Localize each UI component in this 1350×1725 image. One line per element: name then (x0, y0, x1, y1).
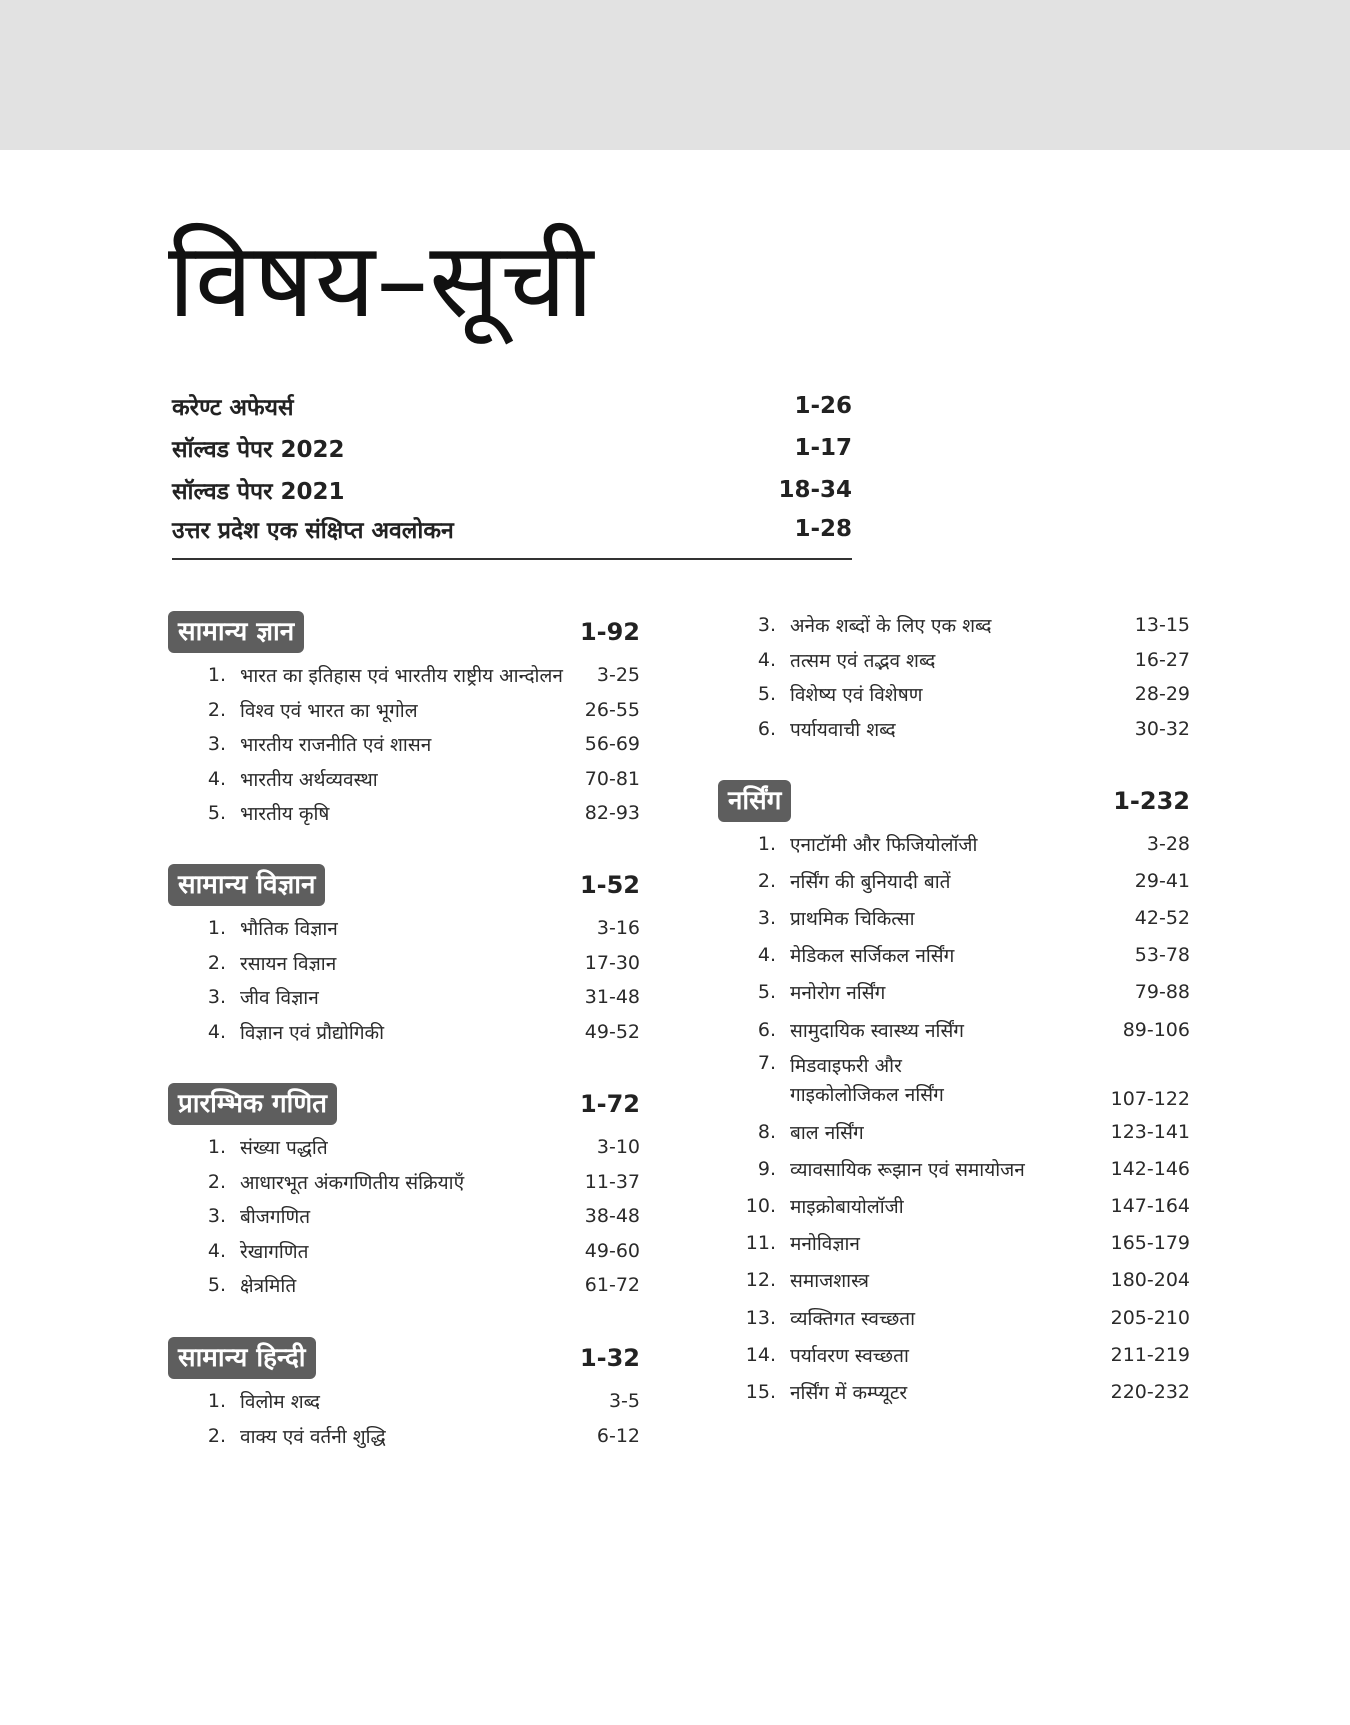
item-label: पर्यायवाची शब्द (790, 718, 896, 741)
item-number: 5. (757, 683, 776, 706)
item-pages: 26-55 (584, 698, 640, 721)
toc-item[interactable] (718, 1011, 1190, 1048)
item-pages: 3-10 (596, 1136, 640, 1159)
item-label: मनोविज्ञान (790, 1233, 860, 1256)
item-label: मनोरोग नर्सिंग (790, 982, 886, 1005)
section-general-knowledge (168, 611, 640, 831)
toc-item[interactable] (718, 1373, 1190, 1410)
item-label: पर्यावरण स्वच्छता (790, 1344, 909, 1367)
item-pages: 3-5 (608, 1390, 640, 1413)
item-label: रेखागणित (240, 1240, 309, 1263)
item-label: मेडिकल सर्जिकल नर्सिंग (790, 945, 955, 968)
summary-pages: 1-17 (794, 435, 852, 461)
section-general-science (168, 864, 640, 1049)
summary-row[interactable] (172, 469, 852, 511)
section-range: 1-72 (579, 1090, 640, 1118)
item-pages: 56-69 (584, 733, 640, 756)
item-pages: 61-72 (584, 1274, 640, 1297)
item-pages: 142-146 (1110, 1157, 1190, 1180)
item-number: 5. (207, 802, 226, 825)
toc-item[interactable] (168, 727, 640, 762)
item-number: 15. (745, 1381, 776, 1404)
section-header (168, 1337, 640, 1379)
item-label-line: गाइकोलोजिकल नर्सिंग (790, 1084, 944, 1107)
toc-item[interactable] (168, 1165, 640, 1200)
toc-item[interactable] (168, 911, 640, 946)
item-label: वाक्य एवं वर्तनी शुद्धि (240, 1425, 386, 1448)
item-number: 6. (757, 717, 776, 740)
toc-item[interactable] (718, 643, 1190, 678)
toc-item[interactable] (168, 1384, 640, 1419)
section-badge: नर्सिंग (718, 780, 791, 822)
toc-item[interactable] (168, 1199, 640, 1234)
item-number: 5. (207, 1274, 226, 1297)
item-pages: 165-179 (1110, 1232, 1190, 1255)
item-number: 4. (207, 767, 226, 790)
item-number: 9. (757, 1157, 776, 1180)
toc-item[interactable] (718, 899, 1190, 936)
item-label: विश्व एवं भारत का भूगोल (240, 699, 418, 722)
item-pages: 205-210 (1110, 1306, 1190, 1329)
item-label: भारत का इतिहास एवं भारतीय राष्ट्रीय आन्दोलन (240, 665, 563, 688)
item-label: विज्ञान एवं प्रौद्योगिकी (240, 1021, 385, 1044)
item-pages: 11-37 (584, 1170, 640, 1193)
toc-item[interactable] (168, 1015, 640, 1050)
item-label: भारतीय अर्थव्यवस्था (240, 768, 378, 791)
section-general-hindi (168, 1337, 640, 1453)
item-label: समाजशास्त्र (790, 1270, 869, 1293)
item-number: 11. (745, 1232, 776, 1255)
item-pages: 6-12 (596, 1424, 640, 1447)
toc-item[interactable] (718, 1188, 1190, 1225)
toc-item[interactable] (168, 796, 640, 831)
page-title: विषय–सूची (168, 219, 595, 341)
toc-item[interactable] (168, 1130, 640, 1165)
section-badge: प्रारम्भिक गणित (168, 1083, 337, 1125)
item-label: आधारभूत अंकगणितीय संक्रियाएँ (240, 1171, 465, 1194)
item-number: 3. (207, 986, 226, 1009)
toc-item[interactable] (718, 937, 1190, 974)
summary-label: करेण्ट अफेयर्स (172, 395, 294, 421)
summary-row[interactable] (172, 427, 852, 469)
item-label: विलोम शब्द (240, 1391, 321, 1414)
item-pages: 16-27 (1134, 648, 1190, 671)
toc-item[interactable] (718, 1336, 1190, 1373)
toc-item[interactable] (718, 825, 1190, 862)
item-number: 3. (757, 614, 776, 637)
toc-item[interactable] (718, 677, 1190, 712)
summary-row[interactable] (172, 385, 852, 427)
summary-pages: 1-26 (794, 393, 852, 419)
item-number: 4. (757, 648, 776, 671)
item-pages: 220-232 (1110, 1381, 1190, 1404)
item-label: तत्सम एवं तद्भव शब्द (790, 649, 936, 672)
item-pages: 29-41 (1134, 869, 1190, 892)
item-number: 2. (207, 951, 226, 974)
summary-label: सॉल्वड पेपर 2022 (172, 437, 345, 463)
item-label: भारतीय कृषि (240, 803, 330, 826)
summary-divider (172, 558, 852, 560)
toc-item[interactable] (168, 1268, 640, 1303)
item-pages: 30-32 (1134, 717, 1190, 740)
item-number: 1. (207, 1136, 226, 1159)
toc-item[interactable] (718, 1048, 1190, 1113)
toc-item[interactable] (718, 1299, 1190, 1336)
toc-item[interactable] (718, 1150, 1190, 1187)
item-pages: 147-164 (1110, 1195, 1190, 1218)
toc-item[interactable] (168, 980, 640, 1015)
item-label-line: मिडवाइफरी और (790, 1055, 902, 1078)
item-pages: 13-15 (1134, 614, 1190, 637)
toc-item[interactable] (718, 608, 1190, 643)
item-number: 1. (207, 917, 226, 940)
item-number: 10. (745, 1195, 776, 1218)
item-number: 4. (757, 944, 776, 967)
item-pages: 123-141 (1110, 1120, 1190, 1143)
item-pages: 70-81 (584, 767, 640, 790)
item-label: अनेक शब्दों के लिए एक शब्द (790, 615, 992, 638)
item-label: क्षेत्रमिति (240, 1275, 297, 1298)
item-pages: 53-78 (1134, 944, 1190, 967)
summary-pages: 18-34 (778, 477, 852, 503)
section-general-hindi-continued (718, 608, 1190, 746)
section-range: 1-32 (579, 1344, 640, 1372)
section-header (168, 864, 640, 906)
item-number: 5. (757, 981, 776, 1004)
item-pages: 49-52 (584, 1020, 640, 1043)
item-number: 2. (207, 1170, 226, 1193)
item-number: 2. (757, 869, 776, 892)
item-label: नर्सिंग में कम्प्यूटर (790, 1382, 908, 1405)
toc-item[interactable] (168, 762, 640, 797)
item-pages: 3-28 (1146, 832, 1190, 855)
summary-pages: 1-28 (794, 516, 852, 542)
item-label: विशेष्य एवं विशेषण (790, 684, 923, 707)
summary-list (172, 385, 852, 547)
toc-item[interactable] (718, 712, 1190, 747)
section-elementary-math (168, 1083, 640, 1303)
item-label: बाल नर्सिंग (790, 1121, 864, 1144)
item-pages: 107-122 (1110, 1088, 1190, 1111)
item-pages: 211-219 (1110, 1343, 1190, 1366)
item-number: 12. (745, 1269, 776, 1292)
section-nursing (718, 780, 1190, 1411)
summary-label: सॉल्वड पेपर 2021 (172, 479, 345, 505)
item-label: संख्या पद्धति (240, 1137, 328, 1160)
item-label: सामुदायिक स्वास्थ्य नर्सिंग (790, 1019, 964, 1042)
section-header (168, 1083, 640, 1125)
item-number: 1. (757, 832, 776, 855)
item-number: 6. (757, 1018, 776, 1041)
item-pages: 89-106 (1122, 1018, 1190, 1041)
item-number: 4. (207, 1020, 226, 1043)
item-number: 3. (207, 1205, 226, 1228)
item-label: जीव विज्ञान (240, 987, 319, 1010)
item-pages: 38-48 (584, 1205, 640, 1228)
section-badge: सामान्य विज्ञान (168, 864, 325, 906)
item-pages: 42-52 (1134, 906, 1190, 929)
item-pages: 31-48 (584, 986, 640, 1009)
section-range: 1-92 (579, 618, 640, 646)
item-number: 14. (745, 1343, 776, 1366)
section-badge: सामान्य हिन्दी (168, 1337, 316, 1379)
item-pages: 49-60 (584, 1239, 640, 1262)
item-label: माइक्रोबायोलॉजी (790, 1196, 904, 1219)
item-label: नर्सिंग की बुनियादी बातें (790, 870, 951, 893)
toc-item[interactable] (718, 1225, 1190, 1262)
item-label (790, 1052, 1111, 1110)
toc-item[interactable] (168, 1234, 640, 1269)
item-number: 8. (757, 1120, 776, 1143)
section-badge: सामान्य ज्ञान (168, 611, 304, 653)
toc-item[interactable] (168, 658, 640, 693)
item-number: 1. (207, 664, 226, 687)
toc-item[interactable] (718, 862, 1190, 899)
item-pages: 79-88 (1134, 981, 1190, 1004)
item-label: बीजगणित (240, 1206, 311, 1229)
item-number: 2. (207, 1424, 226, 1447)
item-pages: 28-29 (1134, 683, 1190, 706)
toc-item[interactable] (718, 1262, 1190, 1299)
item-pages: 3-16 (596, 917, 640, 940)
toc-item[interactable] (718, 1113, 1190, 1150)
item-pages: 17-30 (584, 951, 640, 974)
toc-item[interactable] (168, 946, 640, 981)
section-header (718, 780, 1190, 822)
item-pages: 82-93 (584, 802, 640, 825)
item-label: व्यक्तिगत स्वच्छता (790, 1307, 916, 1330)
summary-label: उत्तर प्रदेश एक संक्षिप्त अवलोकन (172, 518, 454, 544)
item-number: 1. (207, 1390, 226, 1413)
item-label: भौतिक विज्ञान (240, 918, 338, 941)
item-label: व्यावसायिक रूझान एवं समायोजन (790, 1158, 1025, 1181)
top-gray-band (0, 0, 1350, 150)
item-pages: 3-25 (596, 664, 640, 687)
toc-item[interactable] (168, 1419, 640, 1454)
item-number: 2. (207, 698, 226, 721)
item-number: 3. (757, 906, 776, 929)
section-range: 1-232 (1113, 787, 1190, 815)
section-range: 1-52 (579, 871, 640, 899)
item-number: 3. (207, 733, 226, 756)
section-header (168, 611, 640, 653)
item-label: भारतीय राजनीति एवं शासन (240, 734, 432, 757)
item-label: एनाटॉमी और फिजियोलॉजी (790, 833, 978, 856)
toc-item[interactable] (168, 693, 640, 728)
item-label: रसायन विज्ञान (240, 952, 337, 975)
item-number: 13. (745, 1306, 776, 1329)
toc-item[interactable] (718, 974, 1190, 1011)
item-number: 4. (207, 1239, 226, 1262)
summary-row[interactable] (172, 511, 852, 547)
item-label: प्राथमिक चिकित्सा (790, 907, 915, 930)
item-number: 7. (757, 1052, 776, 1075)
item-pages: 180-204 (1110, 1269, 1190, 1292)
